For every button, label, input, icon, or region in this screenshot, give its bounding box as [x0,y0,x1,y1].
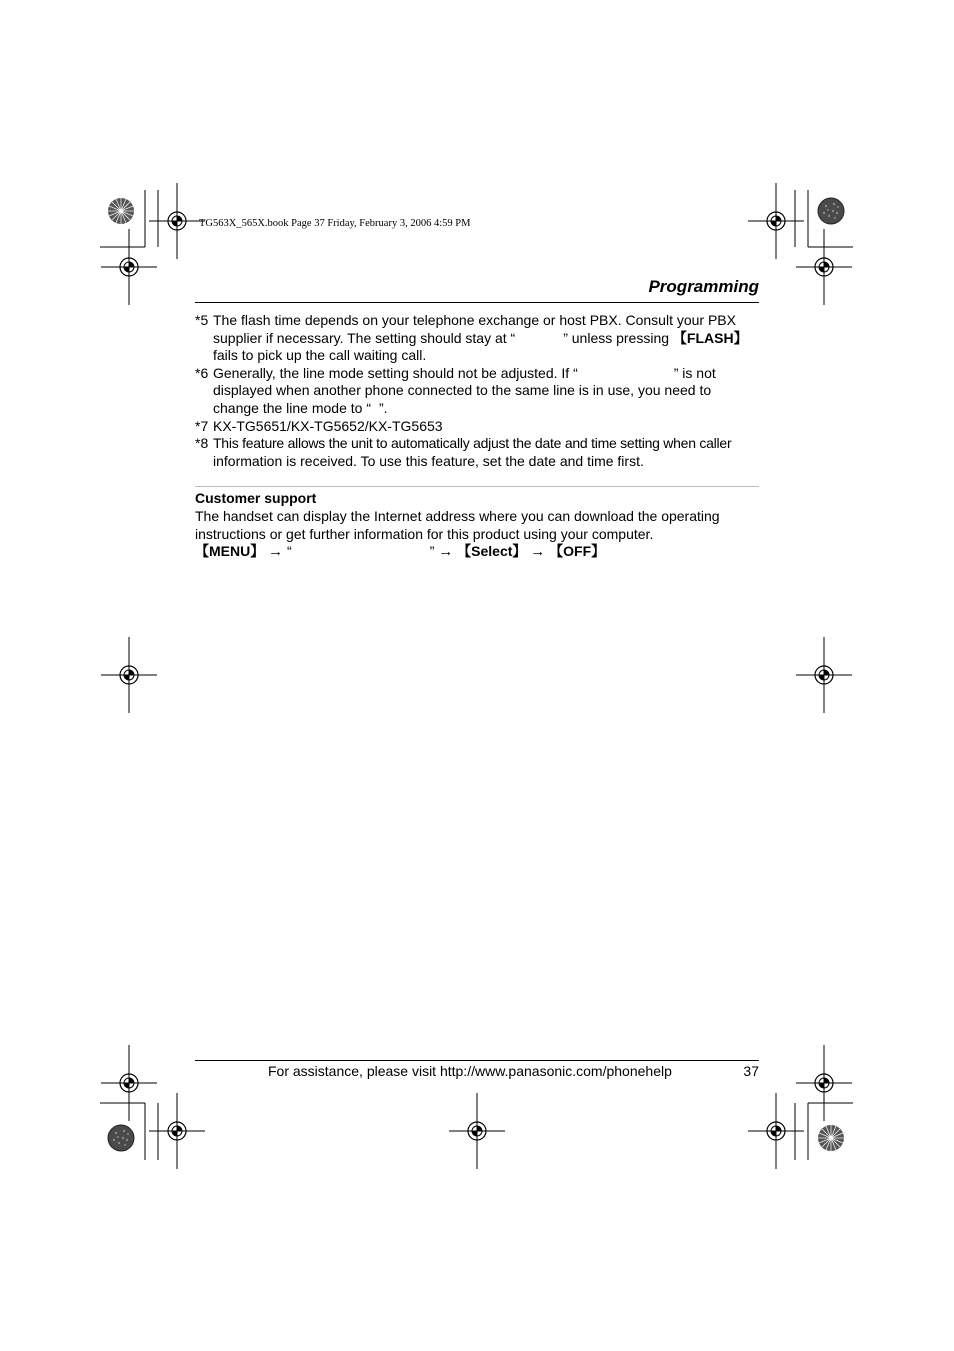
footnotes [195,312,765,470]
footnote-text: This feature allows the unit to automatically adjust the date and time setting when caller [213,435,732,452]
body-text: instructions or get further information for this product using your computer. [195,525,654,542]
assistance-text: For assistance, please visit http://www.panasonic.com/phonehelp [268,1063,672,1079]
footnote-text: ” is not [673,364,716,381]
flash-key-label: 【FLASH】 [672,329,748,346]
footer-rule [195,1060,759,1061]
arrow-right-icon: → [268,543,284,560]
footnote-text: ”. [379,399,388,416]
footnote-marker: *5 [195,312,209,328]
off-key-label: 【OFF】 [549,543,606,559]
footnote-text: fails to pick up the call waiting call. [213,347,427,364]
footnote-7 [195,418,765,436]
arrow-right-icon: → [438,543,454,560]
footnote-text: KX-TG5651/KX-TG5652/KX-TG5653 [213,417,443,434]
quote-open: “ [287,543,292,559]
footnote-text: information is received. To use this feature, set the date and time first. [213,452,644,469]
body-text: The handset can display the Internet address where you can download the operating [195,508,720,524]
customer-support-section [195,490,765,561]
footnote-8 [195,435,765,470]
footnote-text: Generally, the line mode setting should not be adjusted. If “ [213,364,578,381]
header-rule [195,302,759,303]
print-info-line: TG563X_565X.book Page 37 Friday, February 3, 2006 4:59 PM [199,218,471,229]
footnote-marker: *7 [195,417,209,434]
menu-key-label: 【MENU】 [195,543,265,559]
section-title: Customer support [195,490,317,506]
footnote-marker: *6 [195,364,209,381]
quote-close: ” [429,543,435,559]
footnote-text: displayed when another phone connected to the same line is in use, you need to [213,382,712,399]
footnote-text: change the line mode to “ [213,399,371,416]
page-number: 37 [743,1063,759,1079]
page-title: Programming [648,277,759,296]
footnote-text: supplier if necessary. The setting should stay at “ [213,329,516,346]
key-sequence [195,543,765,561]
footnote-text: ” unless pressing [563,329,673,346]
footnote-text: The flash time depends on your telephone exchange or host PBX. Consult your PBX [213,312,736,328]
footnote-marker: *8 [195,435,209,452]
arrow-right-icon: → [530,543,546,560]
footnote-6 [195,365,765,418]
select-key-label: 【Select】 [457,543,527,559]
footnote-5 [195,312,765,365]
section-divider [195,486,759,487]
